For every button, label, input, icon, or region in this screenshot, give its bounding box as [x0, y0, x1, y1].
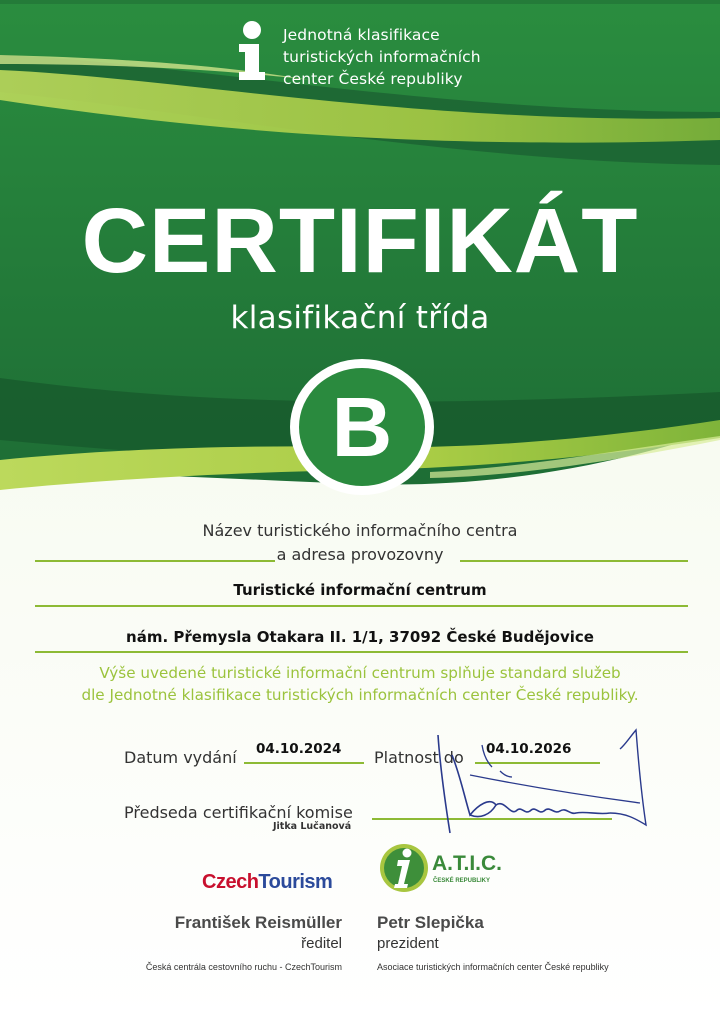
right-signatory-name: Petr Slepička	[377, 913, 484, 932]
standard-line-2: dle Jednotné klasifikace turistických informačních center České republiky.	[81, 686, 639, 704]
atic-info-icon	[378, 838, 430, 894]
commission-label: Předseda certifikační komise	[124, 803, 353, 822]
left-signatory-role: ředitel	[301, 935, 342, 952]
header-line-1: Jednotná klasifikace	[283, 26, 440, 44]
standard-text	[0, 662, 720, 706]
commission-name: Jitka Lučanová	[273, 821, 352, 832]
certificate-subtitle: klasifikační třída	[230, 300, 490, 336]
center-name: Turistické informační centrum	[233, 581, 487, 599]
left-signatory-name: František Reismüller	[174, 913, 342, 932]
name-address-label	[0, 520, 720, 542]
header-text	[283, 24, 481, 90]
issue-date-label: Datum vydání	[124, 748, 237, 767]
atic-subtext: ČESKÉ REPUBLIKY	[433, 878, 491, 884]
issue-date-rule	[244, 762, 364, 764]
certificate-title: CERTIFIKÁT	[81, 190, 639, 292]
center-name-rule	[35, 605, 688, 607]
header-line-3: center České republiky	[283, 70, 463, 88]
info-icon	[232, 20, 272, 82]
tourism-text: Tourism	[258, 871, 333, 893]
valid-until-value: 04.10.2026	[486, 741, 572, 757]
name-label-line-1: Název turistického informačního centra	[202, 521, 518, 540]
czech-text: Czech	[202, 871, 259, 893]
right-signatory-org: Asociace turistických informačních center České republiky	[377, 962, 609, 972]
left-signatory-org: Česká centrála cestovního ruchu - CzechTourism	[145, 962, 342, 972]
issue-date-value: 04.10.2024	[256, 741, 342, 757]
valid-until-label: Platnost do	[374, 748, 464, 767]
center-address: nám. Přemysla Otakara II. 1/1, 37092 České Budějovice	[126, 628, 594, 646]
right-signatory-role: prezident	[377, 935, 439, 952]
handwritten-signature	[430, 715, 660, 840]
atic-text: A.T.I.C.	[432, 852, 503, 875]
name-label-line-2: a adresa provozovny	[276, 545, 444, 564]
center-address-rule	[35, 651, 688, 653]
grade-letter: B	[331, 380, 393, 474]
label-rule-right	[460, 560, 688, 562]
name-address-label-2	[0, 544, 720, 566]
standard-line-1: Výše uvedené turistické informační centrum splňuje standard služeb	[99, 664, 621, 682]
atic-logo	[378, 838, 528, 896]
czechtourism-logo	[202, 871, 332, 894]
header-line-2: turistických informačních	[283, 48, 481, 66]
